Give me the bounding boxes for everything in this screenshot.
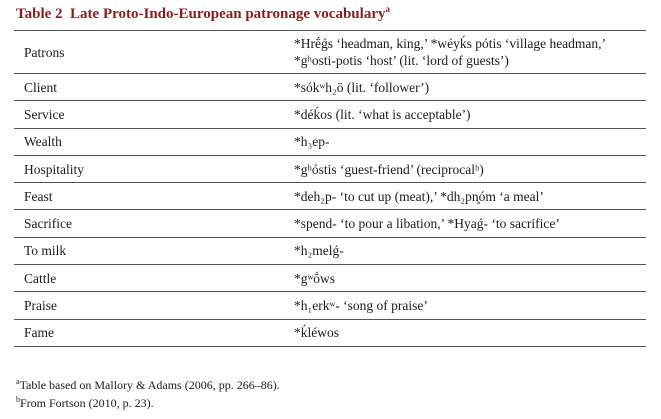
form-cell: *déḱos (lit. ‘what is acceptable’): [286, 101, 646, 128]
term-cell: Client: [14, 74, 286, 101]
form-cell: *gʷṓws: [286, 265, 646, 292]
term-cell: Praise: [14, 292, 286, 319]
form-cell: *sókʷh₂ō (lit. ‘follower’): [286, 74, 646, 101]
table-row: [14, 292, 646, 319]
table-row: [14, 319, 646, 346]
term-cell: Patrons: [14, 31, 286, 74]
footnote-text: From Fortson (2010, p. 23).: [20, 396, 154, 410]
term-cell: Cattle: [14, 265, 286, 292]
footnote-mark: a: [16, 377, 20, 386]
term-cell: Hospitality: [14, 155, 286, 182]
form-cell: *h₁erkʷ- ‘song of praise’: [286, 292, 646, 319]
table-row: [14, 237, 646, 264]
form-cell: [286, 31, 646, 74]
footnote-a: [16, 377, 280, 393]
term-cell: Fame: [14, 319, 286, 346]
form-cell: *h₃ep-: [286, 128, 646, 155]
form-cell: *gʰóstis ‘guest-friend’ (reciprocalᵇ): [286, 155, 646, 182]
form-cell: *spend- ‘to pour a libation,’ *Hyaǵ- ‘to sacrifice’: [286, 210, 646, 237]
footnote-text: Table based on Mallory & Adams (2006, pp. 266–86).: [19, 378, 280, 392]
table-row: [14, 210, 646, 237]
term-cell: Sacrifice: [14, 210, 286, 237]
term-cell: Feast: [14, 183, 286, 210]
table-row: [14, 128, 646, 155]
footnote-b: [16, 395, 154, 411]
vocabulary-table: [14, 30, 646, 347]
term-cell: To milk: [14, 237, 286, 264]
table-row: [14, 265, 646, 292]
term-cell: Wealth: [14, 128, 286, 155]
table-label: Table 2: [16, 6, 63, 22]
form-cell: *ḱléwos: [286, 319, 646, 346]
form-line: *gʰosti-potis ‘host’ (lit. ‘lord of guests’): [294, 53, 509, 68]
term-cell: Service: [14, 101, 286, 128]
footnote-mark: b: [16, 395, 20, 404]
table-row: [14, 183, 646, 210]
table-row: [14, 101, 646, 128]
table-title: Late Proto-Indo-European patronage vocabulary: [70, 6, 386, 22]
table-row: [14, 31, 646, 74]
table-caption: [16, 4, 646, 23]
table-row: [14, 155, 646, 182]
form-cell: *deh₂p- ‘to cut up (meat),’ *dh₂pn̥óm ‘a meal’: [286, 183, 646, 210]
form-line: *Hrḗǵs ‘headman, king,’ *wéyḱs pótis ‘village headman,’: [294, 36, 607, 51]
table-row: [14, 74, 646, 101]
caption-note-mark: a: [385, 4, 390, 14]
form-cell: *h₂melǵ-: [286, 237, 646, 264]
